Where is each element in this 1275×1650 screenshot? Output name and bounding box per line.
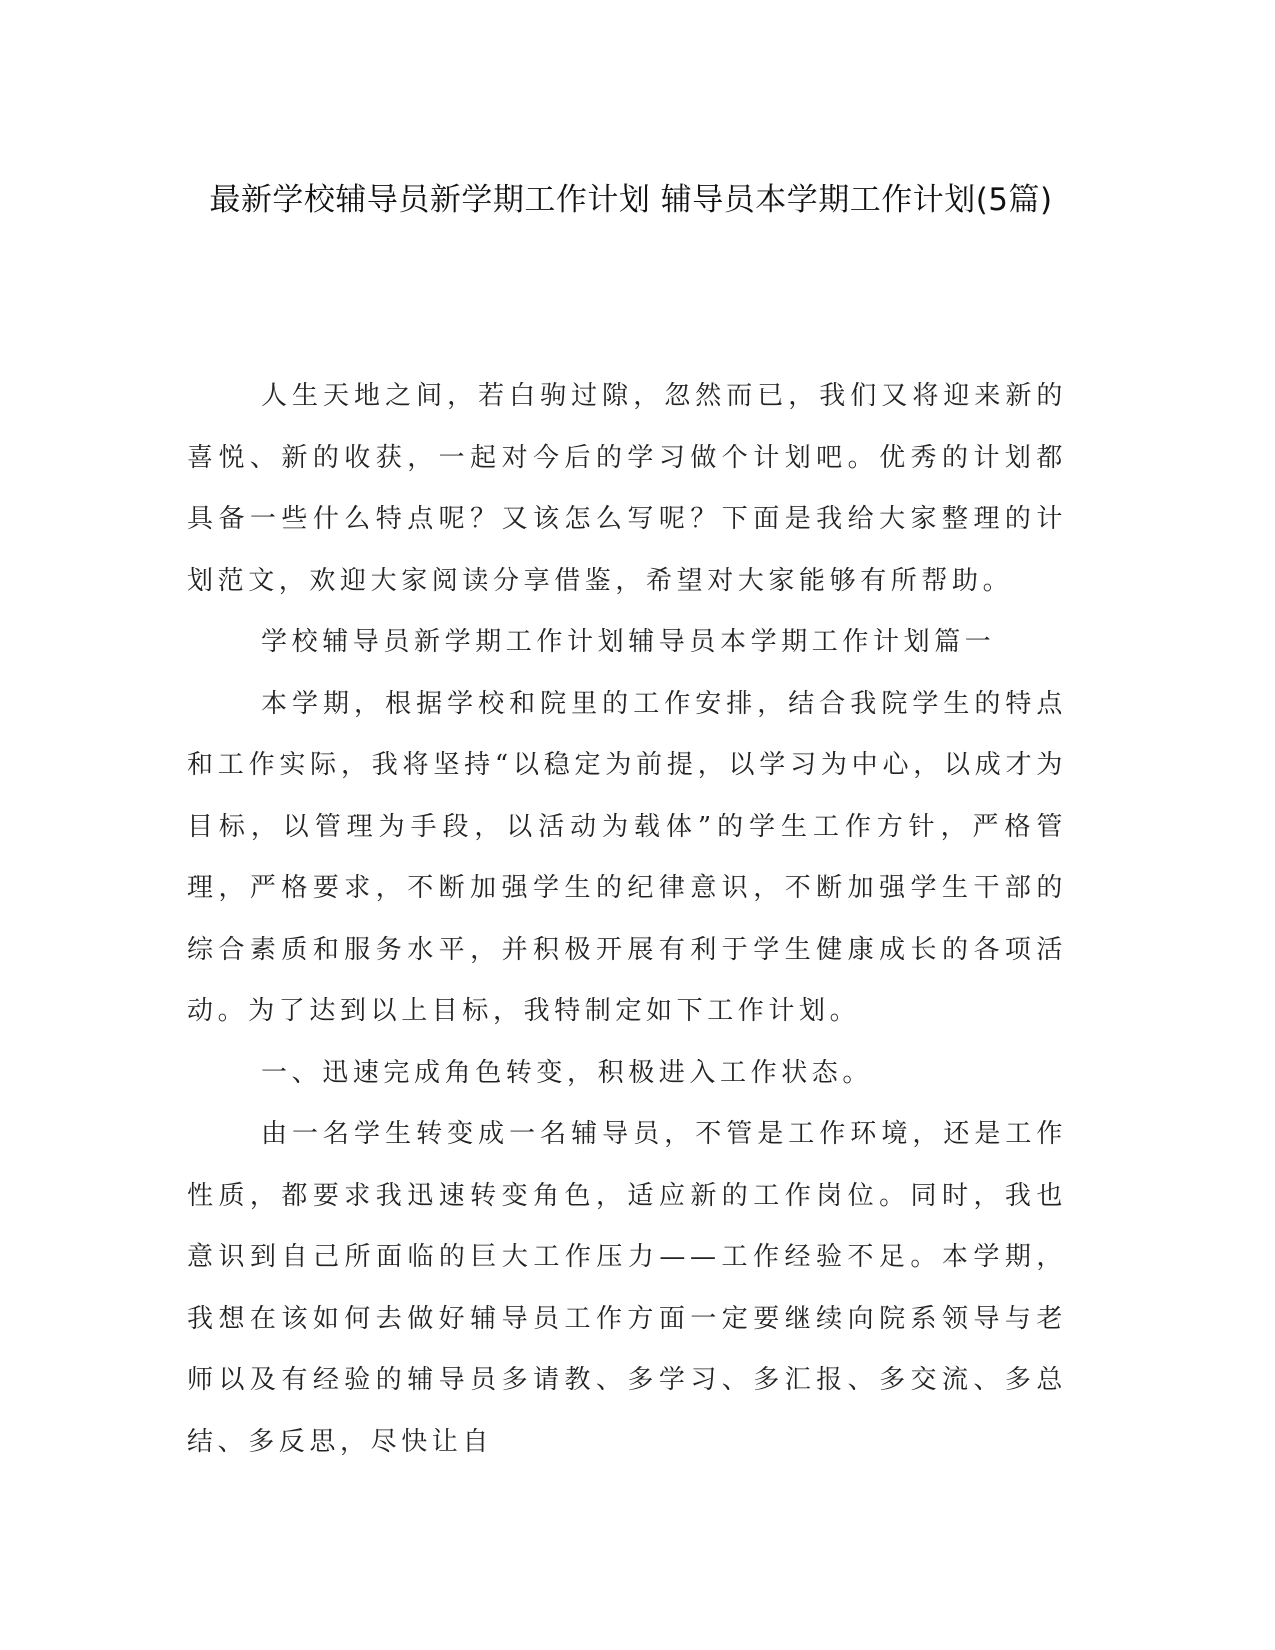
subsection-heading: 一、迅速完成角色转变，积极进入工作状态。 <box>261 1057 874 1088</box>
section-heading: 学校辅导员新学期工作计划辅导员本学期工作计划篇一 <box>261 627 996 657</box>
document-title: 最新学校辅导员新学期工作计划 辅导员本学期工作计划(5篇) <box>209 182 1053 218</box>
document-body <box>187 366 1067 1473</box>
body-paragraph: 本学期，根据学校和院里的工作安排，结合我院学生的特点和工作实际，我将坚持“以稳定为前提，以学习为中心，以成才为目标，以管理为手段，以活动为载体”的学生工作方针，严格管理，严格要求，不断加强学生的纪律意识，不断加强学生干部的综合素质和服务水平，并积极开展有利于学生健康成长的各项活动。为了达到以上目标，我特制定如下工作计划。 <box>187 688 1067 1026</box>
intro-paragraph: 人生天地之间，若白驹过隙，忽然而已，我们又将迎来新的喜悦、新的收获，一起对今后的学习做个计划吧。优秀的计划都具备一些什么特点呢？又该怎么写呢？下面是我给大家整理的计划范文，欢迎大家阅读分享借鉴，希望对大家能够有所帮助。 <box>187 381 1067 596</box>
body-paragraph: 由一名学生转变成一名辅导员，不管是工作环境，还是工作性质，都要求我迅速转变角色，适应新的工作岗位。同时，我也意识到自己所面临的巨大工作压力——工作经验不足。本学期，我想在该如何去做好辅导员工作方面一定要继续向院系领导与老师以及有经验的辅导员多请教、多学习、多汇报、多交流、多总结、多反思，尽快让自 <box>187 1119 1067 1457</box>
